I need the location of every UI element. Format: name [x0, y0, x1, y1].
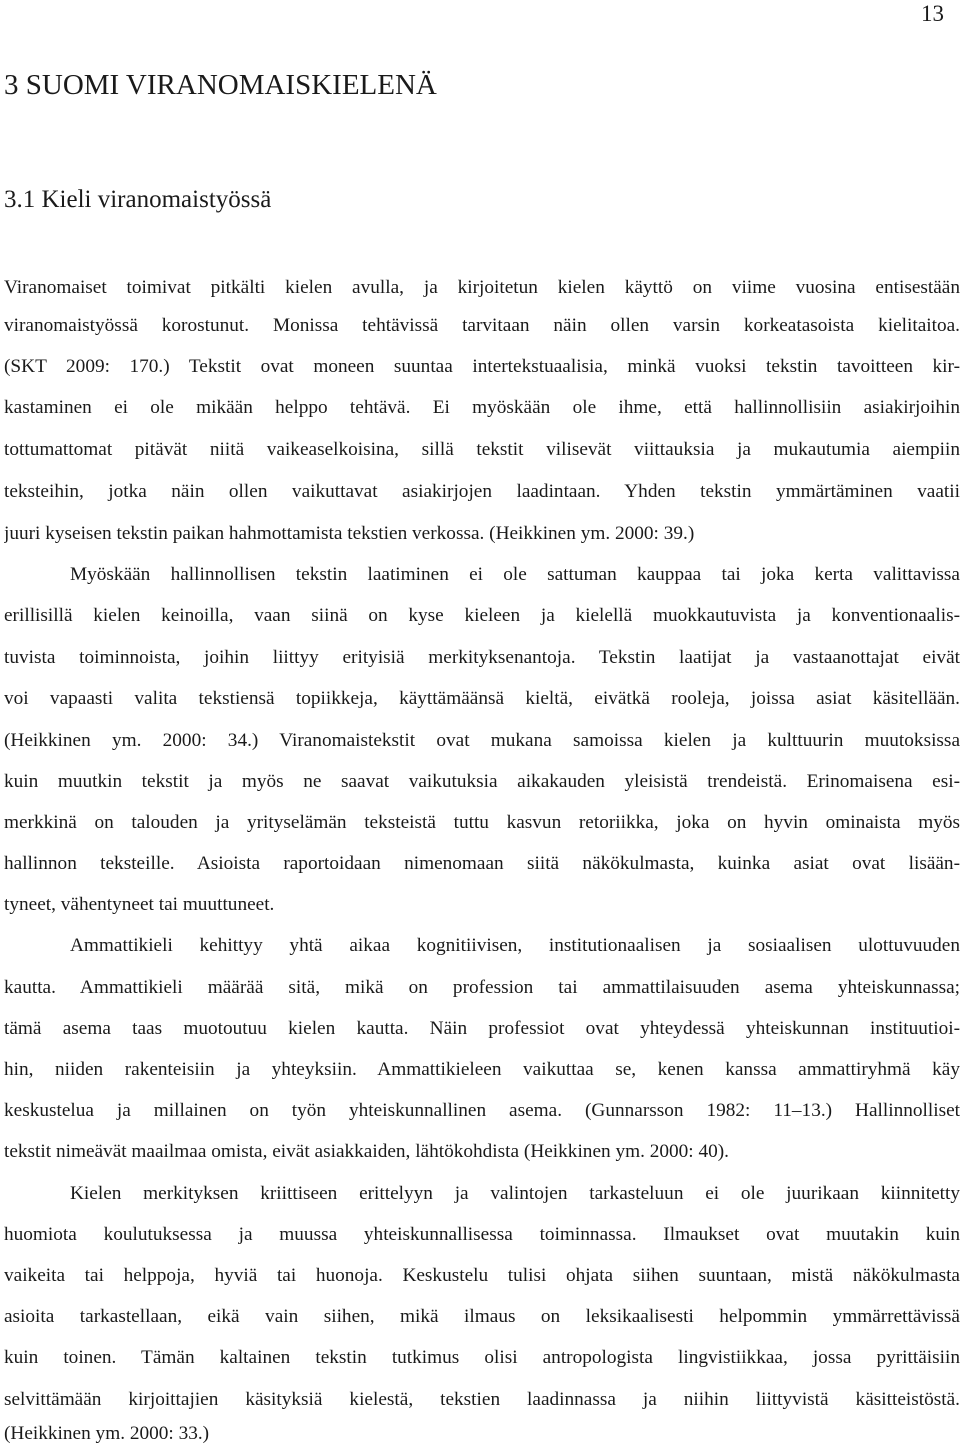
text-line: tuvista toiminnoista, joihin liittyy erityisiä merkityksenantoja. Tekstin laatijat ja vastaanottajat eivät: [4, 647, 960, 668]
text-line: hallinnon teksteille. Asioista raportoidaan nimenomaan siitä näkökulmasta, kuinka asiat ovat lisään-: [4, 853, 960, 874]
text-line: Kielen merkityksen kriittiseen erittelyyn ja valintojen tarkasteluun ei ole juurikaan kiinnitetty: [70, 1183, 960, 1204]
text-line: teksteihin, jotka näin ollen vaikuttavat asiakirjojen laadintaan. Yhden tekstin ymmärtäminen vaatii: [4, 481, 960, 502]
text-line: juuri kyseisen tekstin paikan hahmottamista tekstien verkossa. (Heikkinen ym. 2000: 39.): [4, 523, 695, 544]
text-line: (Heikkinen ym. 2000: 33.): [4, 1423, 210, 1444]
text-line: kautta. Ammattikieli määrää sitä, mikä on profession tai ammattilaisuuden asema yhteiskunnassa;: [4, 977, 960, 998]
chapter-heading: 3 SUOMI VIRANOMAISKIELENÄ: [4, 69, 437, 101]
text-line: erillisillä kielen keinoilla, vaan siinä on kyse kieleen ja kielellä muokkautuvista ja konventionaalis-: [4, 605, 960, 626]
text-line: (SKT 2009: 170.) Tekstit ovat moneen suuntaa intertekstuaalisia, minkä vuoksi tekstin tavoitteen kir-: [4, 356, 960, 377]
text-line: huomiota koulutuksessa ja muussa yhteiskunnallisessa toiminnassa. Ilmaukset ovat muutakin kuin: [4, 1224, 960, 1245]
text-line: Myöskään hallinnollisen tekstin laatiminen ei ole sattuman kauppaa tai joka kerta valittavissa: [70, 564, 960, 585]
text-line: tottumattomat pitävät niitä vaikeaselkoisina, sillä tekstit vilisevät viittauksia ja mukautumia aiempiin: [4, 439, 960, 460]
text-line: vaikeita tai helppoja, hyviä tai huonoja. Keskustelu tulisi ohjata siihen suuntaan, mistä näkökulmasta: [4, 1265, 960, 1286]
text-line: viranomaistyössä korostunut. Monissa tehtävissä tarvitaan näin ollen varsin korkeatasoista kielitaitoa.: [4, 315, 960, 336]
text-line: Viranomaiset toimivat pitkälti kielen avulla, ja kirjoitetun kielen käyttö on viime vuosina entisestään: [4, 277, 960, 298]
text-line: Ammattikieli kehittyy yhtä aikaa kognitiivisen, institutionaalisen ja sosiaalisen ulottuvuuden: [70, 935, 960, 956]
text-line: hin, niiden rakenteisiin ja yhteyksiin. Ammattikieleen vaikuttaa se, kenen kanssa ammattiryhmä käy: [4, 1059, 960, 1080]
page-number: 13: [921, 1, 944, 26]
text-line: selvittämään kirjoittajien käsityksiä kielestä, tekstien laadinnassa ja niihin liittyvistä käsitteistöstä.: [4, 1389, 960, 1410]
text-line: keskustelua ja millainen on työn yhteiskunnallinen asema. (Gunnarsson 1982: 11–13.) Hallinnolliset: [4, 1100, 960, 1121]
text-line: tämä asema taas muotoutuu kielen kautta. Näin professiot ovat yhteydessä yhteiskunnan instituutioi-: [4, 1018, 960, 1039]
text-line: kastaminen ei ole mikään helppo tehtävä. Ei myöskään ole ihme, että hallinnollisiin asiakirjoihin: [4, 397, 960, 418]
text-line: tyneet, vähentyneet tai muuttuneet.: [4, 894, 275, 915]
text-line: tekstit nimeävät maailmaa omista, eivät asiakkaiden, lähtökohdista (Heikkinen ym. 2000: 40).: [4, 1141, 730, 1162]
text-line: voi vapaasti valita tekstiensä topiikkeja, käyttämäänsä kieltä, eivätkä rooleja, joissa asiat käsitellään.: [4, 688, 960, 709]
section-heading: 3.1 Kieli viranomaistyössä: [4, 186, 272, 213]
text-line: (Heikkinen ym. 2000: 34.) Viranomaistekstit ovat mukana samoissa kielen ja kulttuurin muutoksissa: [4, 730, 960, 751]
text-line: kuin toinen. Tämän kaltainen tekstin tutkimus olisi antropologista lingvistiikkaa, jossa pyrittäisiin: [4, 1347, 960, 1368]
text-line: asioita tarkastellaan, eikä vain siihen, mikä ilmaus on leksikaalisesti helpommin ymmärrettävissä: [4, 1306, 960, 1327]
text-line: kuin muutkin tekstit ja myös ne saavat vaikutuksia aikakauden yleisistä trendeistä. Erinomaisena esi-: [4, 771, 960, 792]
text-line: merkkinä on talouden ja yrityselämän teksteistä tuttu kasvun retoriikka, joka on hyvin ominaista myös: [4, 812, 960, 833]
